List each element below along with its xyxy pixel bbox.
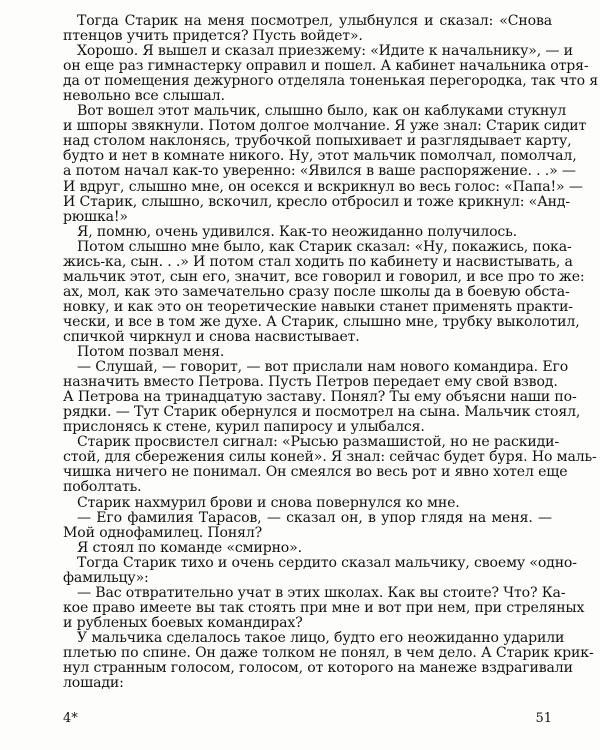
- text-line: Я, помню, очень удивился. Как-то неожиданно получилось.: [77, 223, 518, 240]
- text-line: жись-ка, сын. . .» И потом стал ходить по кабинету и насвистывать, а: [63, 253, 573, 270]
- text-line: стой, для сбережения силы коней». Я знал: сейчас будет буря. Но маль-: [63, 449, 597, 466]
- text-line: Потом позвал меня.: [77, 344, 225, 361]
- text-line: Хорошо. Я вышел и сказал приезжему: «Идите к начальнику», — и: [77, 43, 573, 60]
- text-line: плетью по спине. Он даже толком не понял, в чем дело. А Старик крик-: [63, 644, 594, 661]
- text-line: Старик просвистел сигнал: «Рысью размашистой, но не раскиди-: [77, 434, 559, 451]
- text-line: мальчик этот, сын его, значит, все говорил и говорил, и все про то же:: [63, 268, 585, 285]
- text-line: рюшка!»: [63, 208, 128, 225]
- text-line: кое право имеете вы так стоять при мне и вот при нем, при стреляных: [63, 599, 585, 616]
- text-line: Мой однофамилец. Понял?: [63, 524, 263, 541]
- text-line: — Слушай, — говорит, — вот прислали нам нового командира. Его: [77, 359, 569, 376]
- text-line: Старик нахмурил брови и снова повернулся ко мне.: [77, 494, 460, 511]
- text-line: Вот вошел этот мальчик, слышно было, как он каблуками стукнул: [77, 103, 567, 120]
- text-line: и шпоры звякнули. Потом долгое молчание. Я уже знал: Старик сидит: [63, 118, 587, 135]
- text-line: И Старик, слышно, вскочил, кресло отбросил и тоже крикнул: «Анд-: [63, 193, 571, 210]
- text-line: лошади:: [63, 675, 124, 692]
- text-line: У мальчика сделалось такое лицо, будто его неожиданно ударили: [77, 629, 565, 646]
- text-line: Я стоял по команде «смирно».: [77, 539, 302, 556]
- text-line: нул странным голосом, голосом, от которого на манеже вздрагивали: [63, 660, 573, 677]
- text-line: И вдруг, слышно мне, он осекся и вскрикнул во весь голос: «Папа!» —: [63, 178, 583, 195]
- text-line: спичкой чиркнул и снова насвистывает.: [63, 328, 360, 345]
- text-line: над столом наклонясь, трубочкой попыхивает и разглядывает карту,: [63, 133, 572, 150]
- text-line: прислонясь к стене, курил папиросу и улыбался.: [63, 419, 425, 436]
- text-line: — Вас отвратительно учат в этих школах. Как вы стоите? Что? Ка-: [77, 584, 566, 601]
- signature-mark: 4*: [63, 711, 78, 726]
- text-line: рядки. — Тут Старик обернулся и посмотрел на сына. Мальчик стоял,: [63, 404, 581, 421]
- text-line: фамильцу»:: [63, 569, 149, 586]
- body-text: [63, 13, 599, 692]
- text-line: новку, и как это он теоретические навыки станет применять практи-: [63, 298, 573, 315]
- text-line: будто и нет в комнате никого. Ну, этот мальчик помолчал, помолчал,: [63, 148, 577, 165]
- text-line: Тогда Старик на меня посмотрел, улыбнулся и сказал: «Снова: [77, 13, 552, 29]
- text-line: поболтать.: [63, 479, 142, 496]
- text-line: птенцов учить придется? Пусть войдет».: [63, 28, 363, 45]
- text-line: он еще раз гимнастерку оправил и пошел. А кабинет начальника отря-: [63, 58, 589, 75]
- text-line: А Петрова на тринадцатую заставу. Понял? Ты ему объясни наши по-: [63, 389, 577, 406]
- text-line: невольно все слышал.: [63, 88, 225, 105]
- text-line: чишка ничего не понимал. Он смеялся во весь рот и явно хотел еще: [63, 464, 568, 481]
- text-line: Тогда Старик тихо и очень сердито сказал мальчику, своему «одно-: [77, 554, 577, 571]
- text-line: да от помещения дежурного отделяла тоненькая перегородка, так что я: [63, 73, 599, 90]
- text-line: Потом слышно мне было, как Старик сказал: «Ну, покажись, пока-: [77, 238, 572, 255]
- text-line: и рубленых боевых командирах?: [63, 614, 303, 631]
- text-line: чески, и все в том же духе. А Старик, слышно мне, трубку выколотил,: [63, 313, 580, 330]
- page-number: 51: [535, 711, 552, 726]
- text-line: ах, мол, как это замечательно сразу после школы да в боевую обста-: [63, 283, 570, 300]
- text-line: а потом начал как-то уверенно: «Явился в ваше распоряжение. . .» —: [63, 163, 576, 180]
- text-line: назначить вместо Петрова. Пусть Петров передает ему свой взвод.: [63, 374, 558, 391]
- text-line: — Его фамилия Тарасов, — сказал он, в упор глядя на меня. —: [77, 509, 552, 526]
